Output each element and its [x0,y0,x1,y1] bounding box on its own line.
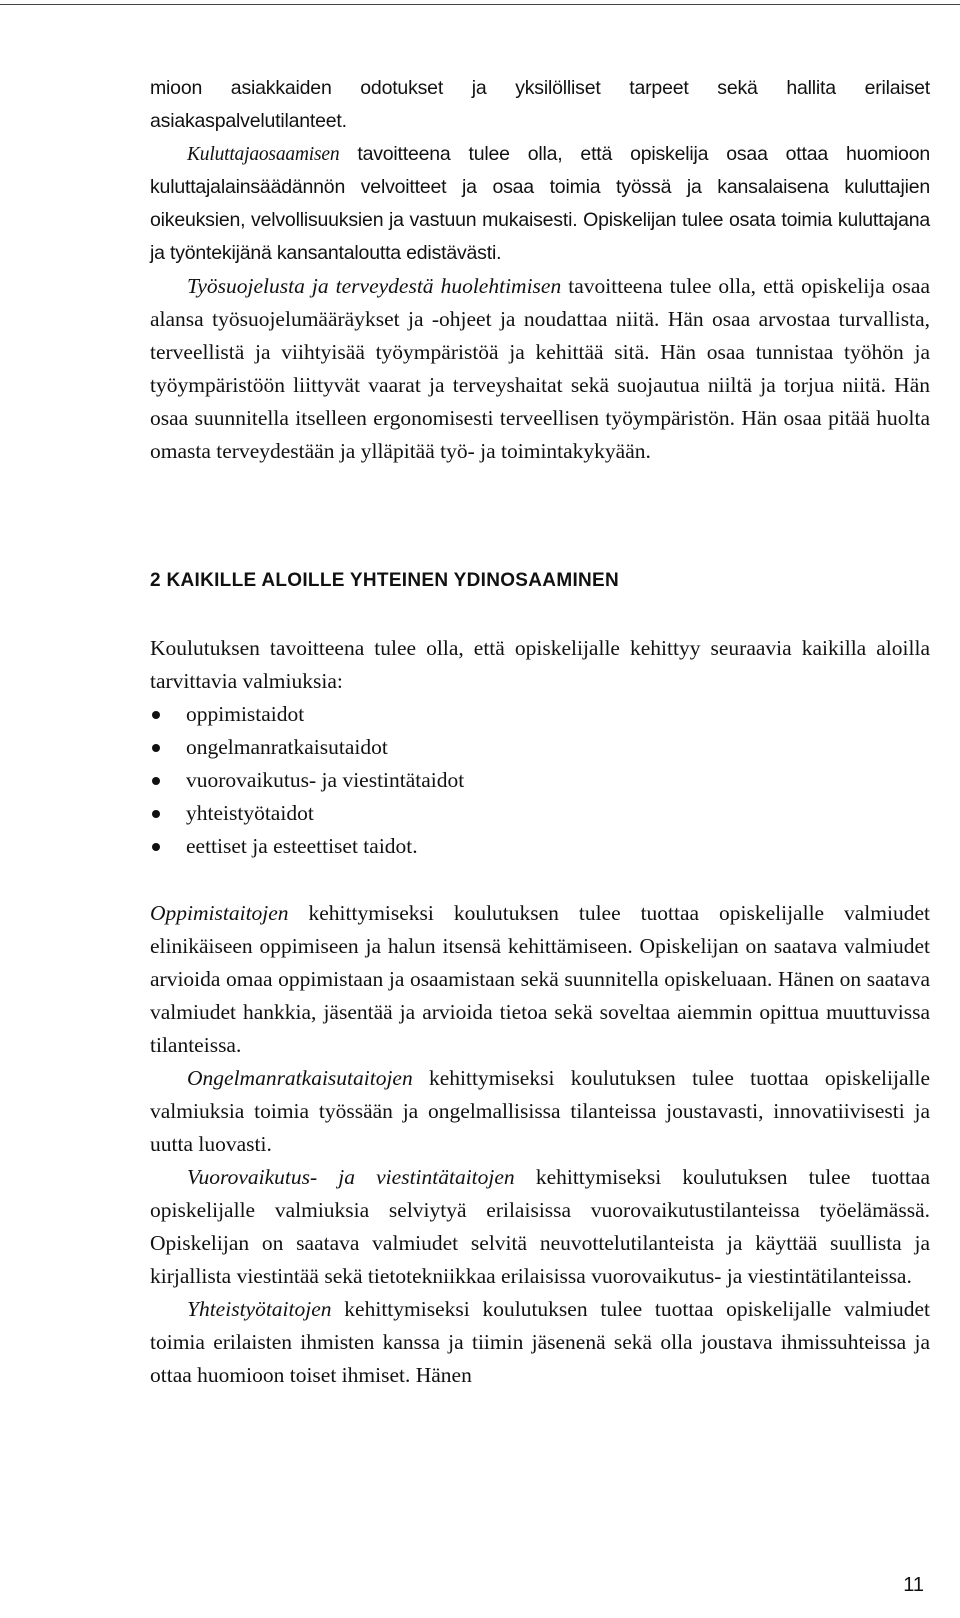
intro-paragraph-1: mioon asiakkaiden odotukset ja yksilölliset tarpeet sekä hallita erilaiset asiakaspalvelutilanteet. [150,77,930,132]
problem-solving-term: Ongelmanratkaisutaitojen [187,1066,413,1090]
top-rule [0,4,960,5]
list-item: eettiset ja esteettiset taidot. [150,830,930,863]
safety-paragraph: Työsuojelusta ja terveydestä huolehtimisen tavoitteena tulee olla, että opiskelija osaa alansa työsuojelumääräykset ja -ohjeet ja noudattaa niitä. Hän osaa arvostaa turvallista, terveellistä ja viihtyisää työympäristöä ja kehittää sitä. Hän osaa tunnistaa työhön ja työympäristöön liittyvät vaarat ja terveyshaitat sekä suojautua niiltä ja torjua niitä. Hän osaa suunnitella itselleen ergonomisesti terveellisen työympäristön. Hän osaa pitää huolta omasta terveydestään ja ylläpitää työ- ja toimintakykyään. [150,274,931,463]
learning-skills-term: Oppimistaitojen [150,901,289,925]
cooperation-paragraph: Yhteistyötaitojen kehittymiseksi koulutuksen tulee tuottaa opiskelijalle valmiudet toimia erilaisten ihmisten kanssa ja tiimin jäsenenä sekä olla joustava ihmissuhteissa ja ottaa huomioon toiset ihmiset. Hänen [150,1297,930,1387]
communication-paragraph: Vuorovaikutus- ja viestintätaitojen kehittymiseksi koulutuksen tulee tuottaa opiskelijalle valmiuksia selviytyä erilaisissa vuorovaikutustilanteissa työelämässä. Opiskelijan on saatava valmiudet selvitä neuvottelutilanteista ja käyttää suullista ja kirjallista viestintää sekä tietotekniikkaa erilaisissa vuorovaikutus- ja viestintätilanteissa. [150,1165,931,1288]
section-heading: 2 KAIKILLE ALOILLE YHTEINEN YDINOSAAMINEN [150,570,620,591]
safety-term: Työsuojelusta ja terveydestä huolehtimisen [187,274,562,298]
communication-term: Vuorovaikutus- ja viestintätaitojen [187,1165,515,1189]
learning-skills-paragraph: Oppimistaitojen kehittymiseksi koulutuksen tulee tuottaa opiskelijalle valmiudet elinikäiseen oppimiseen ja halun itsensä kehittämiseen. Opiskelijan on saatava valmiudet arvioida omaa oppimistaan ja osaamistaan sekä suunnitella opiskeluaan. Hänen on saatava valmiudet hankkia, jäsentää ja arvioida tietoa sekä soveltaa aiemmin opittua muuttuvissa tilanteissa. [150,901,930,1057]
bullet-icon [152,711,160,719]
bullet-icon [152,744,160,752]
list-item: vuorovaikutus- ja viestintätaidot [150,764,930,797]
intro-block [150,72,930,468]
list-item: oppimistaidot [150,698,930,731]
list-item: yhteistyötaidot [150,797,930,830]
bullet-icon [152,810,160,818]
core-skills-block [150,632,930,863]
skills-list [150,698,930,863]
problem-solving-paragraph: Ongelmanratkaisutaitojen kehittymiseksi koulutuksen tulee tuottaa opiskelijalle valmiuksia toimia työssään ja ongelmallisissa tilanteissa joustavasti, innovatiivisesti ja uutta luovasti. [150,1066,930,1156]
cooperation-term: Yhteistyötaitojen [187,1297,332,1321]
list-item: ongelmanratkaisutaidot [150,731,930,764]
consumer-paragraph: Kuluttajaosaamisen tavoitteena tulee olla, että opiskelija osaa ottaa huomioon kuluttajalainsäädännön velvoitteet ja osaa toimia työssä ja kansalaisena kuluttajien oikeuksien, velvollisuuksien ja vastuun mukaisesti. Opiskelijan tulee osata toimia kuluttajana ja työntekijänä kansantaloutta edistävästi. [150,143,930,264]
consumer-term: Kuluttajaosaamisen [187,144,340,165]
core-skills-lead: Koulutuksen tavoitteena tulee olla, että opiskelijalle kehittyy seuraavia kaikilla aloilla tarvittavia valmiuksia: [150,636,930,693]
bullet-icon [152,843,160,851]
page-number: 11 [903,1574,924,1596]
skills-detail-block [150,897,930,1392]
bullet-icon [152,777,160,785]
